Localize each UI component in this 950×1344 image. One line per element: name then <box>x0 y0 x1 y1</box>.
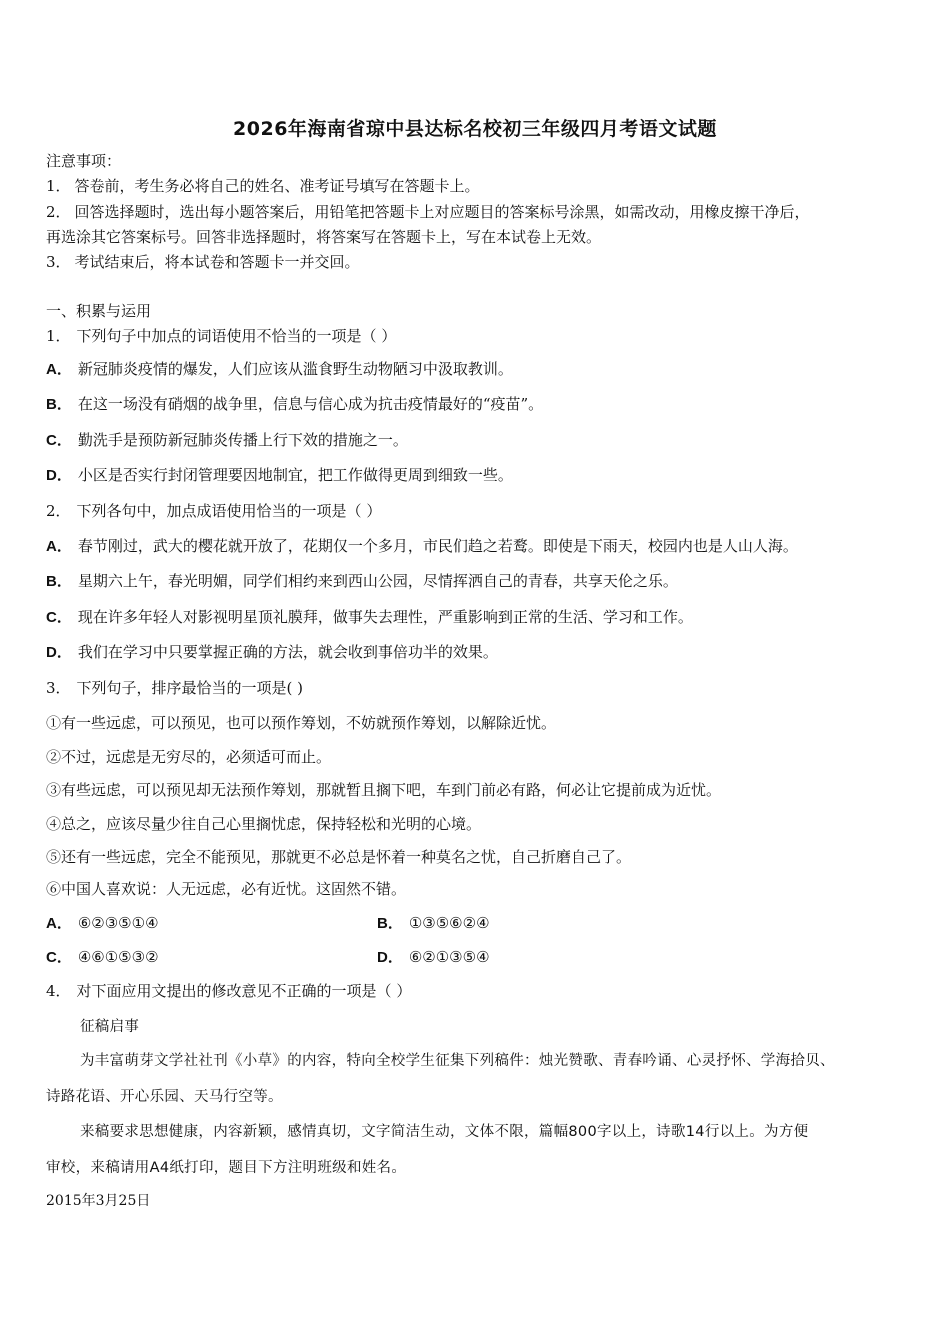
sentence-item: ④总之，应该尽量少往自己心里搁忧虑，保持轻松和光明的心境。 <box>46 815 482 833</box>
sentence-item: ⑤还有一些远虑，完全不能预见，那就更不必总是怀着一种莫名之忧，自己折磨自己了。 <box>46 848 632 866</box>
question-option: D． 小区是否实行封闭管理要因地制宜，把工作做得更周到细致一些。 <box>46 466 513 484</box>
question-option: A． 春节刚过，武大的樱花就开放了，花期仅一个多月，市民们趋之若鹜。即使是下雨天，校园内也是人山人海。 <box>46 537 798 555</box>
section-heading: 一、积累与运用 <box>46 302 152 320</box>
question-option: A． 新冠肺炎疫情的爆发，人们应该从滥食野生动物陋习中汲取教训。 <box>46 360 513 378</box>
notice-paragraph: 来稿要求思想健康，内容新颖，感情真切，文字简洁生动，文体不限，篇幅800字以上，诗歌14行以上。为方便 <box>80 1124 809 1140</box>
question-option: A． ⑥②③⑤①④ <box>46 914 159 932</box>
question-option: B． 在这一场没有硝烟的战争里，信息与信心成为抗击疫情最好的“疫苗”。 <box>46 395 544 413</box>
notice-paragraph: 审校，来稿请用A4纸打印，题目下方注明班级和姓名。 <box>46 1160 407 1176</box>
question-option: B． ①③⑤⑥②④ <box>377 914 490 932</box>
sentence-item: ②不过，远虑是无穷尽的，必须适可而止。 <box>46 748 332 766</box>
notice-item: 2． 回答选择题时，选出每小题答案后，用铅笔把答题卡上对应题目的答案标号涂黑，如需改动，用橡皮擦干净后， <box>46 203 810 221</box>
question-stem: 4． 对下面应用文提出的修改意见不正确的一项是（ ） <box>46 982 412 1000</box>
question-stem: 3． 下列句子，排序最恰当的一项是( ) <box>46 679 304 697</box>
question-stem: 1． 下列句子中加点的词语使用不恰当的一项是（ ） <box>46 327 397 345</box>
question-option: B． 星期六上午，春光明媚，同学们相约来到西山公园，尽情挥洒自己的青春，共享天伦之乐。 <box>46 572 678 590</box>
page-title: 2026年海南省琼中县达标名校初三年级四月考语文试题 <box>233 118 717 140</box>
notice-item: 再选涂其它答案标号。回答非选择题时，将答案写在答题卡上，写在本试卷上无效。 <box>46 228 602 246</box>
notice-paragraph: 为丰富萌芽文学社社刊《小草》的内容，特向全校学生征集下列稿件：烛光赞歌、青春吟诵、心灵抒怀、学海拾贝、 <box>80 1053 835 1069</box>
sentence-item: ③有些远虑，可以预见却无法预作筹划，那就暂且搁下吧，车到门前必有路，何必让它提前成为近忧。 <box>46 781 722 799</box>
question-option: D． ⑥②①③⑤④ <box>377 948 490 966</box>
question-option: D． 我们在学习中只要掌握正确的方法，就会收到事倍功半的效果。 <box>46 643 498 661</box>
notice-paragraph: 诗路花语、开心乐园、天马行空等。 <box>46 1089 283 1105</box>
question-option: C． 勤洗手是预防新冠肺炎传播上行下效的措施之一。 <box>46 431 408 449</box>
question-stem: 2． 下列各句中，加点成语使用恰当的一项是（ ） <box>46 502 382 520</box>
notice-heading: 注意事项： <box>46 152 122 170</box>
notice-date: 2015年3月25日 <box>46 1193 151 1209</box>
sentence-item: ⑥中国人喜欢说：人无远虑，必有近忧。这固然不错。 <box>46 880 407 898</box>
notice-item: 1． 答卷前，考生务必将自己的姓名、准考证号填写在答题卡上。 <box>46 177 480 195</box>
question-option: C． 现在许多年轻人对影视明星顶礼膜拜，做事失去理性，严重影响到正常的生活、学习和工作。 <box>46 608 693 626</box>
question-option: C． ④⑥①⑤③② <box>46 948 159 966</box>
sentence-item: ①有一些远虑，可以预见，也可以预作筹划，不妨就预作筹划，以解除近忧。 <box>46 714 557 732</box>
notice-title: 征稿启事 <box>80 1019 140 1035</box>
notice-item: 3． 考试结束后，将本试卷和答题卡一并交回。 <box>46 253 360 271</box>
